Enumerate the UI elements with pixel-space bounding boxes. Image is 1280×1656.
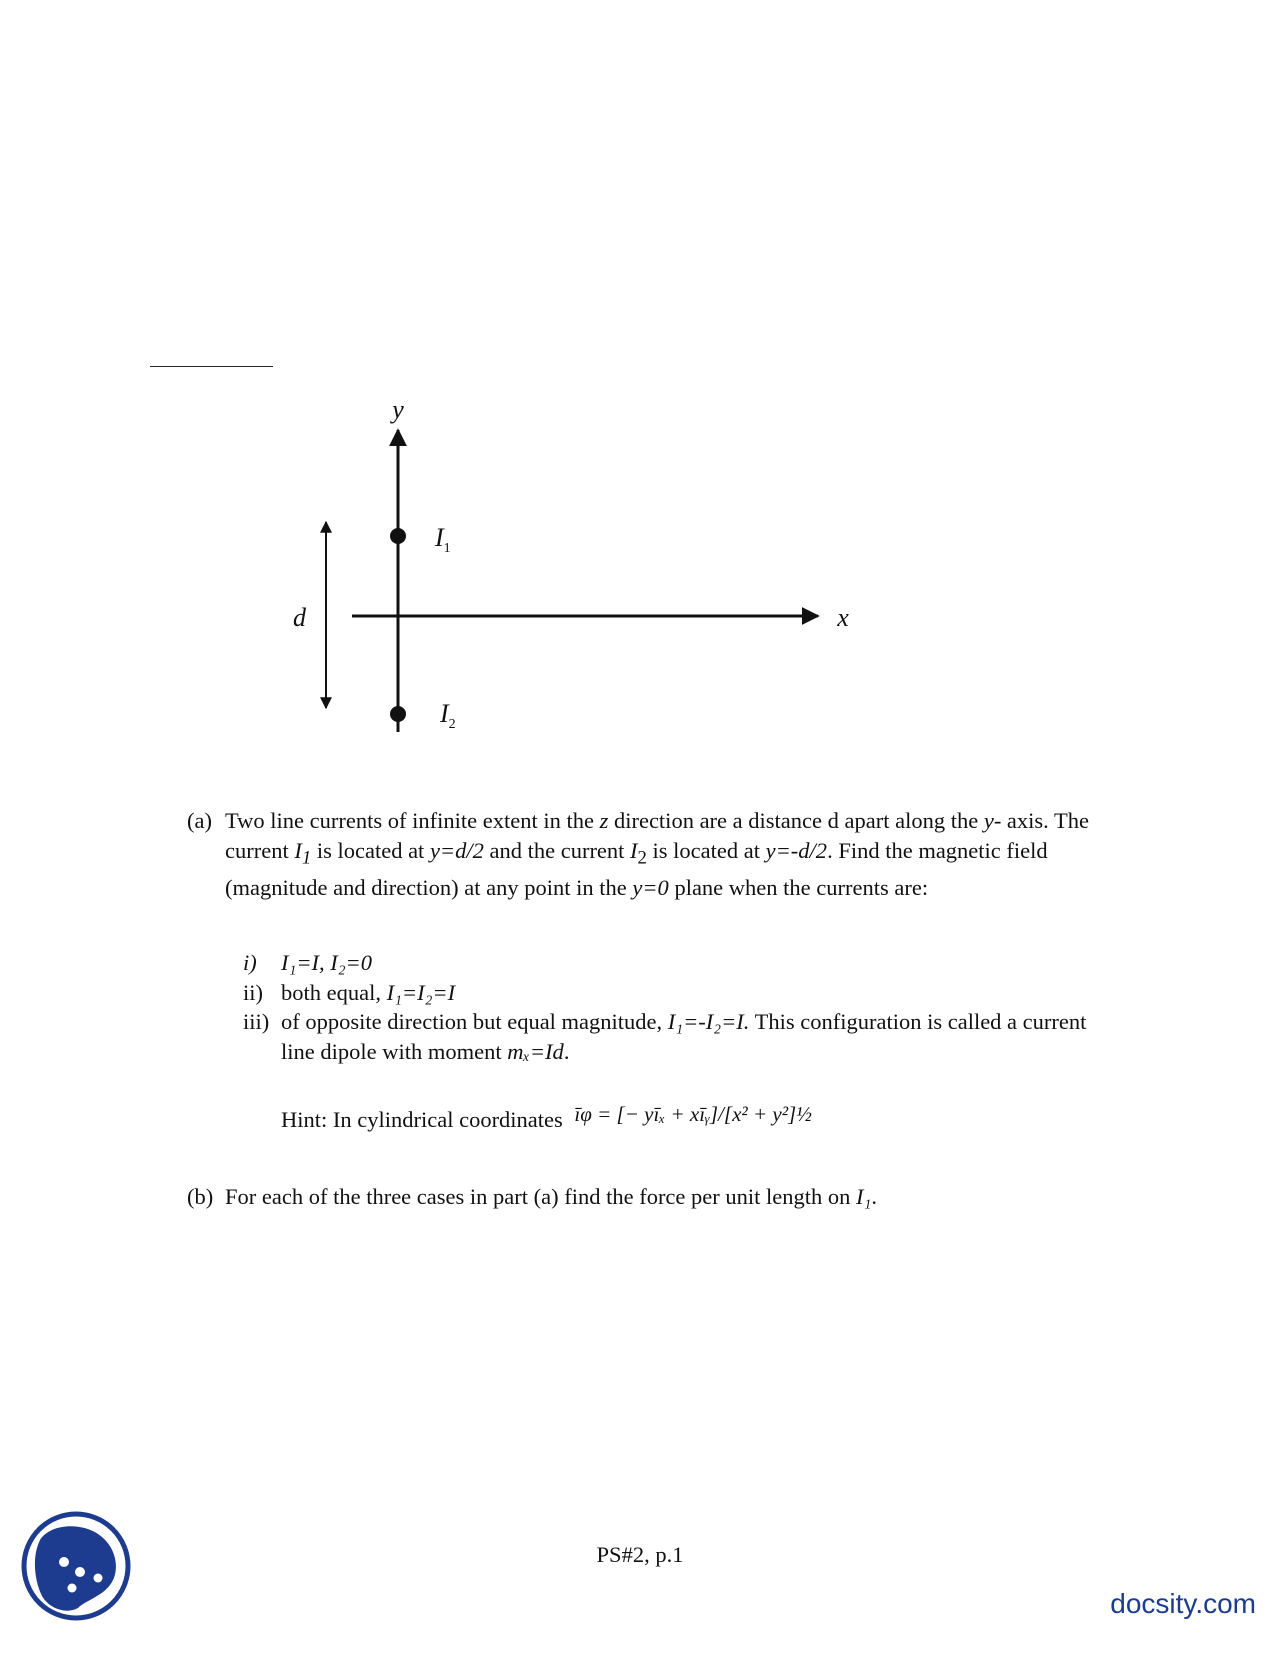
- page-number: PS#2, p.1: [596, 1542, 684, 1567]
- separator-rule: [150, 366, 273, 367]
- line-current-diagram: [270, 390, 870, 780]
- problem-part-a: [187, 806, 1127, 902]
- hint-line: [281, 1102, 812, 1140]
- part-a-text: Two line currents of infinite extent in the z direction are a distance d apart along the y- axis. The current $I_1$ is located at y=d/2 and the current $I_2$ is located at y=-d/2. Find the magnetic field (magnitude and direction) at any point in the y=0 plane when the currents are:: [225, 808, 1089, 900]
- case-item: i) I₁=I, I₂=0: [243, 950, 372, 975]
- d-label: d: [293, 603, 306, 632]
- part-a-tag: (a): [187, 808, 212, 833]
- i1-label: $I_1$: [435, 523, 451, 556]
- docsity-logo-icon[interactable]: [20, 1510, 132, 1622]
- y-axis-label: y: [392, 395, 404, 424]
- docsity-brand-link[interactable]: docsity.com: [1110, 1588, 1256, 1619]
- case-item: iii) of opposite direction but equal magnitude, I₁=-I₂=I. This configuration is called a current line dipole with moment mₓ=Id.: [243, 1009, 1087, 1064]
- current-i1-dot: [390, 528, 406, 544]
- part-b-tag: (b): [187, 1184, 214, 1209]
- diagram-svg: [270, 390, 870, 780]
- case-item: ii) both equal, I₁=I₂=I: [243, 979, 456, 1005]
- i2-label: $I_2$: [440, 699, 456, 732]
- x-axis-label: x: [837, 603, 849, 632]
- case-list: [243, 948, 1123, 1066]
- hint-label: Hint: In cylindrical coordinates: [281, 1107, 563, 1132]
- problem-part-b: [187, 1182, 1127, 1212]
- current-i2-dot: [390, 706, 406, 722]
- part-b-text: For each of the three cases in part (a) find the force per unit length on I₁.: [225, 1184, 877, 1209]
- hint-formula: īφ = [− yīₓ + xīᵧ]/[x² + y²]½: [574, 1101, 812, 1126]
